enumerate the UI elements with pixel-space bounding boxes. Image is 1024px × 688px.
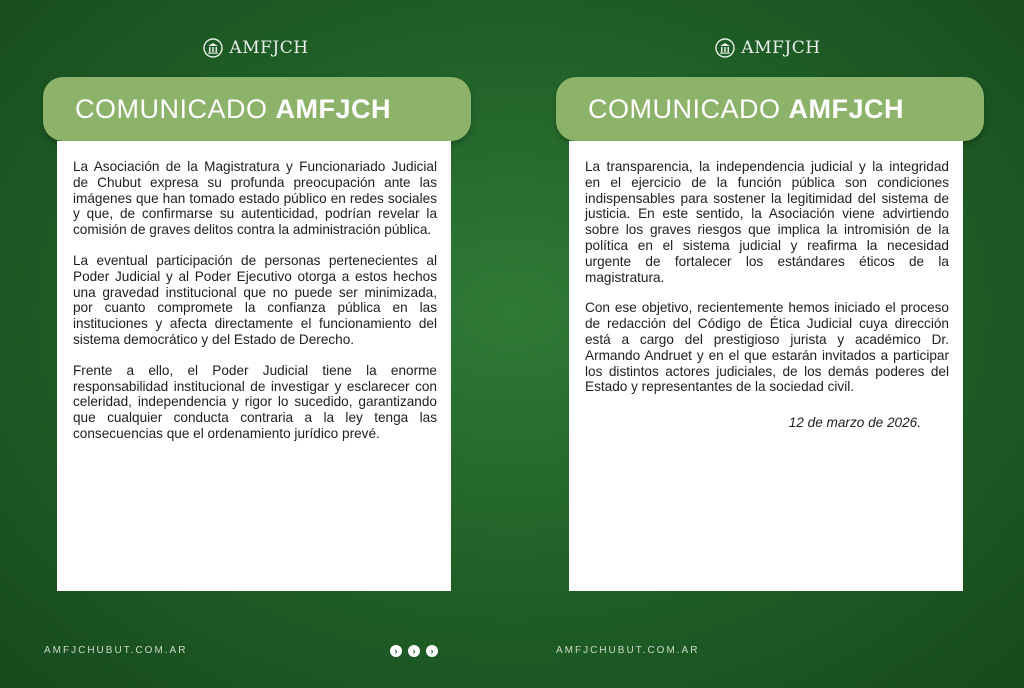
paragraph: La transparencia, la independencia judicial y la integridad en el ejercicio de la función pública son condiciones indispensables para sostener la legitimidad del sistema de justicia. En este sentido, la Asociación viene advirtiendo sobre los graves riesgos que implica la intromisión de la política en el sistema judicial y reafirma la necesidad urgente de fortalecer los estándares éticos de la magistratura. — [585, 159, 949, 285]
courthouse-icon — [715, 38, 735, 58]
footer-url[interactable]: AMFJCHUBUT.COM.AR — [556, 645, 700, 656]
next-arrow-icon[interactable]: › — [390, 645, 402, 657]
footer-url[interactable]: AMFJCHUBUT.COM.AR — [44, 645, 188, 656]
next-arrow-icon[interactable]: › — [408, 645, 420, 657]
paragraph: La Asociación de la Magistratura y Funcionariado Judicial de Chubut expresa su profunda preocupación ante las imágenes que han tomado estado público en redes sociales y que, de confirmarse su autenticidad, podrían revelar la comisión de graves delitos contra la administración pública. — [73, 159, 437, 238]
logo-text: AMFJCH — [229, 38, 309, 58]
title-banner — [43, 77, 471, 141]
paragraph: Frente a ello, el Poder Judicial tiene la enorme responsabilidad institucional de investigar y esclarecer con celeridad, independencia y rigor lo sucedido, garantizando que cualquier conducta contraria a la ley tenga las consecuencias que el ordenamiento jurídico prevé. — [73, 362, 437, 441]
courthouse-icon — [203, 38, 223, 58]
statement-card — [569, 141, 963, 591]
next-arrow-icon[interactable]: › — [426, 645, 438, 657]
title-banner — [556, 77, 984, 141]
banner-title-normal: COMUNICADO — [75, 93, 276, 124]
logo — [0, 38, 512, 58]
banner-title-bold: AMFJCH — [788, 93, 904, 124]
statement-card — [57, 141, 451, 591]
date: 12 de marzo de 2026. — [788, 415, 921, 431]
paragraph: La eventual participación de personas pertenecientes al Poder Judicial y al Poder Ejecutivo otorga a estos hechos una gravedad institucional que no puede ser minimizada, por cuanto compromete la confianza pública en las instituciones y afecta directamente el funcionamiento del sistema democrático y del Estado de Derecho. — [73, 252, 437, 347]
logo — [512, 38, 1024, 58]
paragraph: Con ese objetivo, recientemente hemos iniciado el proceso de redacción del Código de Ética Judicial cuya dirección está a cargo del prestigioso jurista y académico Dr. Armando Andruet y en el que estarán invitados a participar los distintos actores judiciales, de los demás poderes del Estado y representantes de la sociedad civil. — [585, 300, 949, 395]
logo-text: AMFJCH — [741, 38, 821, 58]
banner-title-normal: COMUNICADO — [588, 93, 789, 124]
right-page — [512, 0, 1024, 688]
banner-title-bold: AMFJCH — [275, 93, 391, 124]
carousel-nav — [390, 645, 438, 657]
